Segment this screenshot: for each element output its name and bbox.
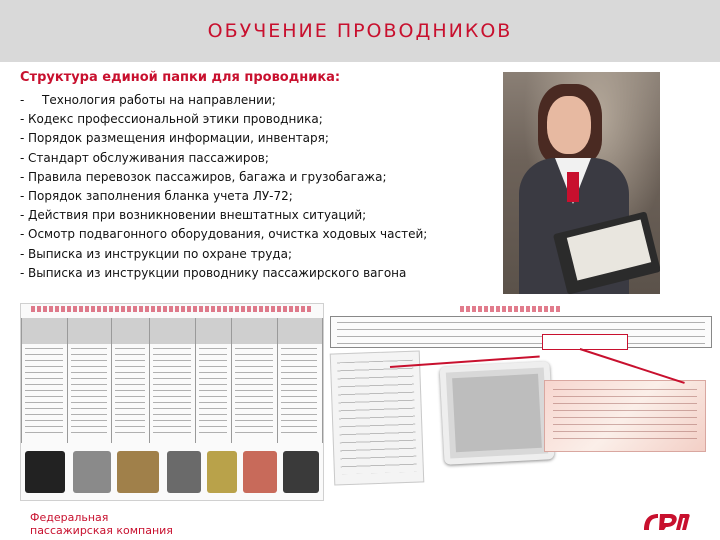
conductor-photo	[503, 72, 660, 294]
list-item: - Правила перевозок пассажиров, багажа и грузобагажа;	[20, 169, 387, 184]
electronic-registration-document	[330, 306, 712, 503]
list-item: - Технология работы на направлении;	[20, 93, 276, 107]
list-item: - Действия при возникновении внештатных ситуаций;	[20, 208, 367, 223]
list-item: - Выписка из инструкции по охране труда;	[20, 246, 292, 261]
company-name: Федеральная пассажирская компания	[30, 511, 173, 537]
list-item: - Порядок заполнения бланка учета ЛУ-72;	[20, 189, 293, 204]
list-item: - Осмотр подвагонного оборудования, очистка ходовых частей;	[20, 227, 428, 242]
folder-structure-list	[20, 91, 490, 283]
list-item: - Кодекс профессиональной этики проводника;	[20, 112, 323, 127]
list-item: - Порядок размещения информации, инвентаря;	[20, 131, 329, 146]
rzd-logo-icon	[640, 510, 692, 534]
content-block	[20, 70, 490, 283]
baggage-rules-document	[20, 303, 324, 501]
page-title: ОБУЧЕНИЕ ПРОВОДНИКОВ	[207, 20, 513, 42]
list-item: - Стандарт обслуживания пассажиров;	[20, 150, 269, 165]
list-item: - Выписка из инструкции проводнику пассажирского вагона	[20, 265, 407, 280]
section-heading: Структура единой папки для проводника:	[20, 70, 341, 85]
